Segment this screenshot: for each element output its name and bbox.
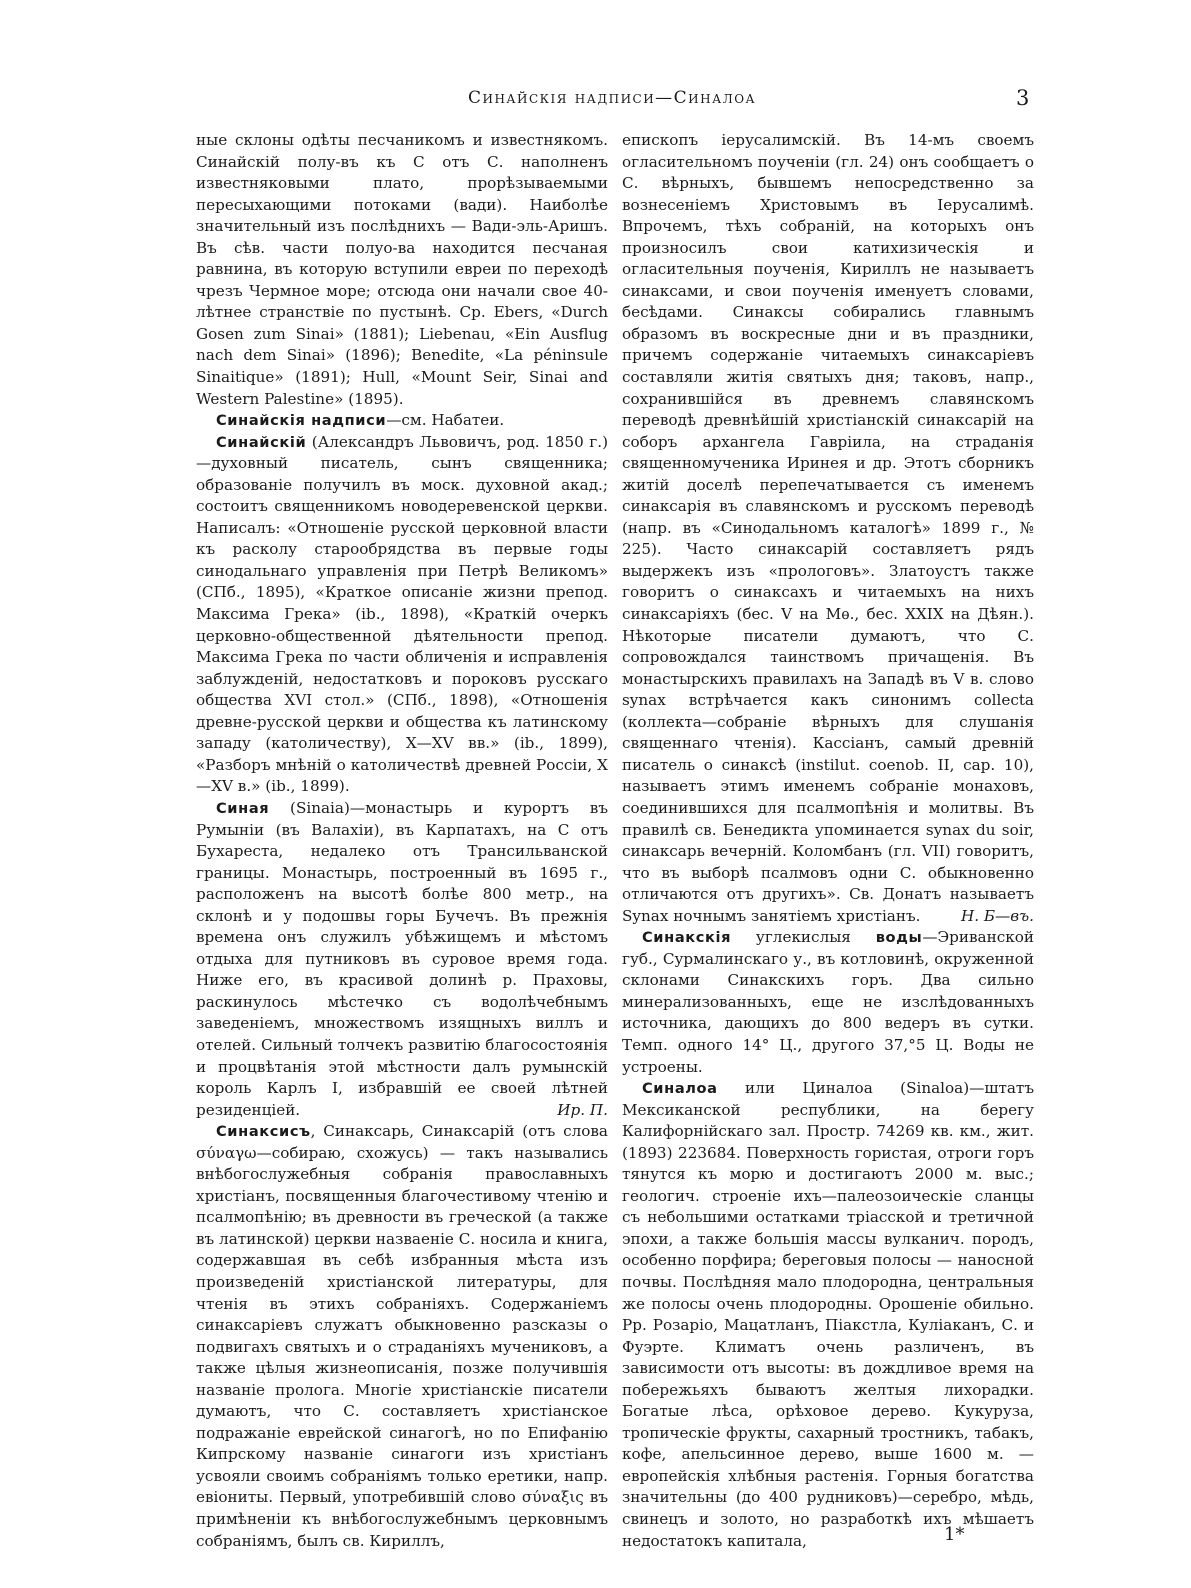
signature-mark: 1* [944,1524,965,1545]
entry-sinaloa [622,1078,1034,1552]
headword: Синайскія надписи [216,412,387,430]
paragraph [622,130,1034,927]
headword: Синалоа [642,1080,718,1098]
entry-synaxis [196,1121,608,1552]
entry-synak-waters [622,927,1034,1078]
author-signature: Н. Б—въ. [960,906,1034,925]
entry-text: —см. Набатеи. [386,411,505,430]
left-column [196,130,608,1552]
running-title: Синайскія надписи—Синалоа [468,88,757,108]
page-number: 3 [1016,86,1030,110]
paragraph [196,130,608,410]
entry-sinai-inscriptions [196,410,608,432]
entry-text: или Циналоа (Sinaloa)—штатъ Мексиканской республики, на берегу Калифорнійскаго зал. Простр. 74269 кв. км., жит. (1893) 223684. Поверхность гористая, отроги горъ тянутся къ морю и достигаютъ 2000 м. выс.; геологич. строеніе ихъ—палеозоическіе сланцы съ небольшими остатками тріасской и третичной эпохи, а также большія массы вулканич. породъ, особенно порфира; береговыя полосы — наносной почвы. Послѣдняя мало плодородна, центральныя же полосы очень плодородны. Орошеніе обильно. Рр. Розаріо, Мацатланъ, Піакстла, Куліаканъ, С. и Фуэрте. Климатъ очень различенъ, въ зависимости отъ высоты: въ дождливое время на побережьяхъ бываютъ желтыя лихорадки. Богатые лѣса, орѣховое дерево. Кукуруза, тропическіе фрукты, сахарный тростникъ, табакъ, кофе, апельсинное дерево, выше 1600 м. — европейскія хлѣбныя растенія. Горныя богатства значительны (до 400 рудниковъ)—серебро, мѣдь, свинецъ и золото, но разработкѣ ихъ мѣшаетъ недостатокъ капитала, [622,1079,1034,1550]
entry-text: —Эриванской губ., Сурмалинскаго у., въ котловинѣ, окруженной склонами Синакскихъ горъ. Два сильно минерализованныхъ, еще не изслѣдованныхъ источника, дающихъ до 800 ведеръ въ сутки. Темп. одного 14° Ц., другого 37,°5 Ц. Воды не устроены. [622,928,1034,1076]
headword: Синаксисъ [216,1123,311,1141]
entry-sinaia [196,798,608,1121]
entry-text: , Синаксарь, Синаксарій (отъ слова σύναγω—собираю, схожусь) — такъ назывались внѣбогослужебныя собранія православныхъ христіанъ, посвященныя благочестивому чтенію и псалмопѣнію; въ древности въ греческой (а также въ латинской) церкви назваеніе С. носила и книга, содержавшая въ себѣ избранныя мѣста изъ произведеній христіанской литературы, для чтенія въ этихъ собраніяхъ. Содержаніемъ синаксаріевъ служатъ обыкновенно разсказы о подвигахъ святыхъ и о страданіяхъ мучениковъ, а также цѣлыя жизнеописанія, позже получившія названіе пролога. Многіе христіанскіе писатели думаютъ, что С. составляетъ христіанское подражаніе еврейской синагогѣ, но по Епифанію Кипрскому названіе синагоги изъ христіанъ усвояли своимъ собраніямъ только еретики, напр. евіониты. Первый, употребившій слово σύναξις въ примѣненіи къ внѣбогослужебнымъ церковнымъ собраніямъ, былъ св. Кириллъ, [196,1122,608,1550]
entry-sinaisky [196,432,608,798]
paragraph-text: ные склоны одѣты песчаникомъ и известнякомъ. Синайскій полу-въ къ С отъ С. наполненъ известняковыми плато, прорѣзываемыми пересыхающими потоками (вади). Наиболѣе значительный изъ послѣднихъ — Вади-эль-Аришъ. Въ сѣв. части полуо-ва находится песчаная равнина, въ которую вступили евреи по переходѣ чрезъ Чермное море; отсюда они начали свое 40-лѣтнее странствіе по пустынѣ. Ср. Ebers, «Durch Gosen zum Sinai» (1881); Liebenau, «Ein Ausflug nach dem Sinai» (1896); Benedite, «La péninsule Sinaitique» (1891); Hull, «Mount Seir, Sinai and Western Palestine» (1895). [196,131,608,408]
page-header [0,88,1191,118]
headword: Синакскія [642,929,732,947]
headword: Синая [216,799,270,817]
entry-text: углекислыя [731,928,876,947]
entry-text: (Sinaia)—монастырь и курортъ въ Румыніи (въ Валахіи), въ Карпатахъ, на С отъ Бухареста, недалеко отъ Трансильванской границы. Монастырь, построенный въ 1695 г., расположенъ на высотѣ болѣе 800 метр., на склонѣ и у подошвы горы Бучечъ. Въ прежнія времена онъ служилъ убѣжищемъ и мѣстомъ отдыха для путниковъ въ суровое время года. Ниже его, въ красивой долинѣ р. Праховы, раскинулось мѣстечко съ водолѣчебнымъ заведеніемъ, множествомъ изящныхъ виллъ и отелей. Сильный толчекъ развитію благосостоянія и процвѣтанія этой мѣстности далъ румынскій король Карлъ I, избравшій ее своей лѣтней резиденціей. [196,798,608,1119]
paragraph-text: епископъ іерусалимскій. Въ 14-мъ своемъ огласительномъ поученіи (гл. 24) онъ сообщаетъ о С. вѣрныхъ, бывшемъ непосредственно за вознесеніемъ Христовымъ въ Іерусалимѣ. Впрочемъ, тѣхъ собраній, на которыхъ онъ произносилъ свои катихизическія и огласительныя поученія, Кириллъ не называетъ синаксами, и свои поученія именуетъ словами, бесѣдами. Синаксы собирались главнымъ образомъ въ воскресные дни и въ праздники, причемъ содержаніе читаемыхъ синаксаріевъ составляли житія святыхъ дня; таковъ, напр., сохранившійся въ древнемъ славянскомъ переводѣ древнѣйшій христіанскій синаксарій на соборъ архангела Гавріила, на страданія священномученика Иринея и др. Этотъ сборникъ житій доселѣ перепечатывается съ именемъ синаксарія въ славянскомъ и русскомъ переводѣ (напр. въ «Синодальномъ каталогѣ» 1899 г., № 225). Часто синаксарій составляетъ рядъ выдержекъ изъ «прологовъ». Златоустъ также говоритъ о синаксахъ и читаемыхъ на нихъ синаксаріяхъ (бес. V на Мѳ., бес. XXIX на Дѣян.). Нѣкоторые писатели думаютъ, что С. сопровождался таинствомъ причащенія. Въ монастырскихъ правилахъ на Западѣ въ V в. слово synax встрѣчается какъ синонимъ collecta (коллекта—собраніе вѣрныхъ для слушанія священнаго чтенія). Кассіанъ, самый древній писатель о синаксѣ (instilut. coenob. II, cap. 10), называетъ этимъ именемъ собраніе монаховъ, соединившихся для псалмопѣнія и молитвы. Въ правилѣ св. Бенедикта упоминается synax du soir, синаксарь вечерній. Коломбанъ (гл. VII) говоритъ, что въ выборѣ псалмовъ одни С. обыкновенно отличаются отъ другихъ». Св. Донатъ называетъ Synax ночнымъ занятіемъ христіанъ. [622,131,1034,925]
right-column [622,130,1034,1552]
author-signature: Ир. П. [557,1100,608,1119]
headword: воды [875,929,923,947]
entry-text: (Александръ Львовичъ, род. 1850 г.)—духовный писатель, сынъ священника; образованіе получилъ въ моск. духовной акад.; состоитъ священникомъ новодеревенской церкви. Написалъ: «Отношеніе русской церковной власти къ расколу старообрядства въ первые годы синодальнаго управленія при Петрѣ Великомъ» (СПб., 1895), «Краткое описаніе жизни препод. Максима Грека» (ib., 1898), «Краткій очеркъ церковно-общественной дѣятельности препод. Максима Грека по части обличенія и исправленія заблужденій, недостатковъ и пороковъ русскаго общества XVI стол.» (СПб., 1898), «Отношенія древне-русской церкви и общества къ латинскому западу (католичеству), X—XV вв.» (ib., 1899), «Разборъ мнѣній о католичествѣ древней Россіи, X—XV в.» (ib., 1899). [196,432,608,796]
headword: Синайскій [216,433,307,451]
